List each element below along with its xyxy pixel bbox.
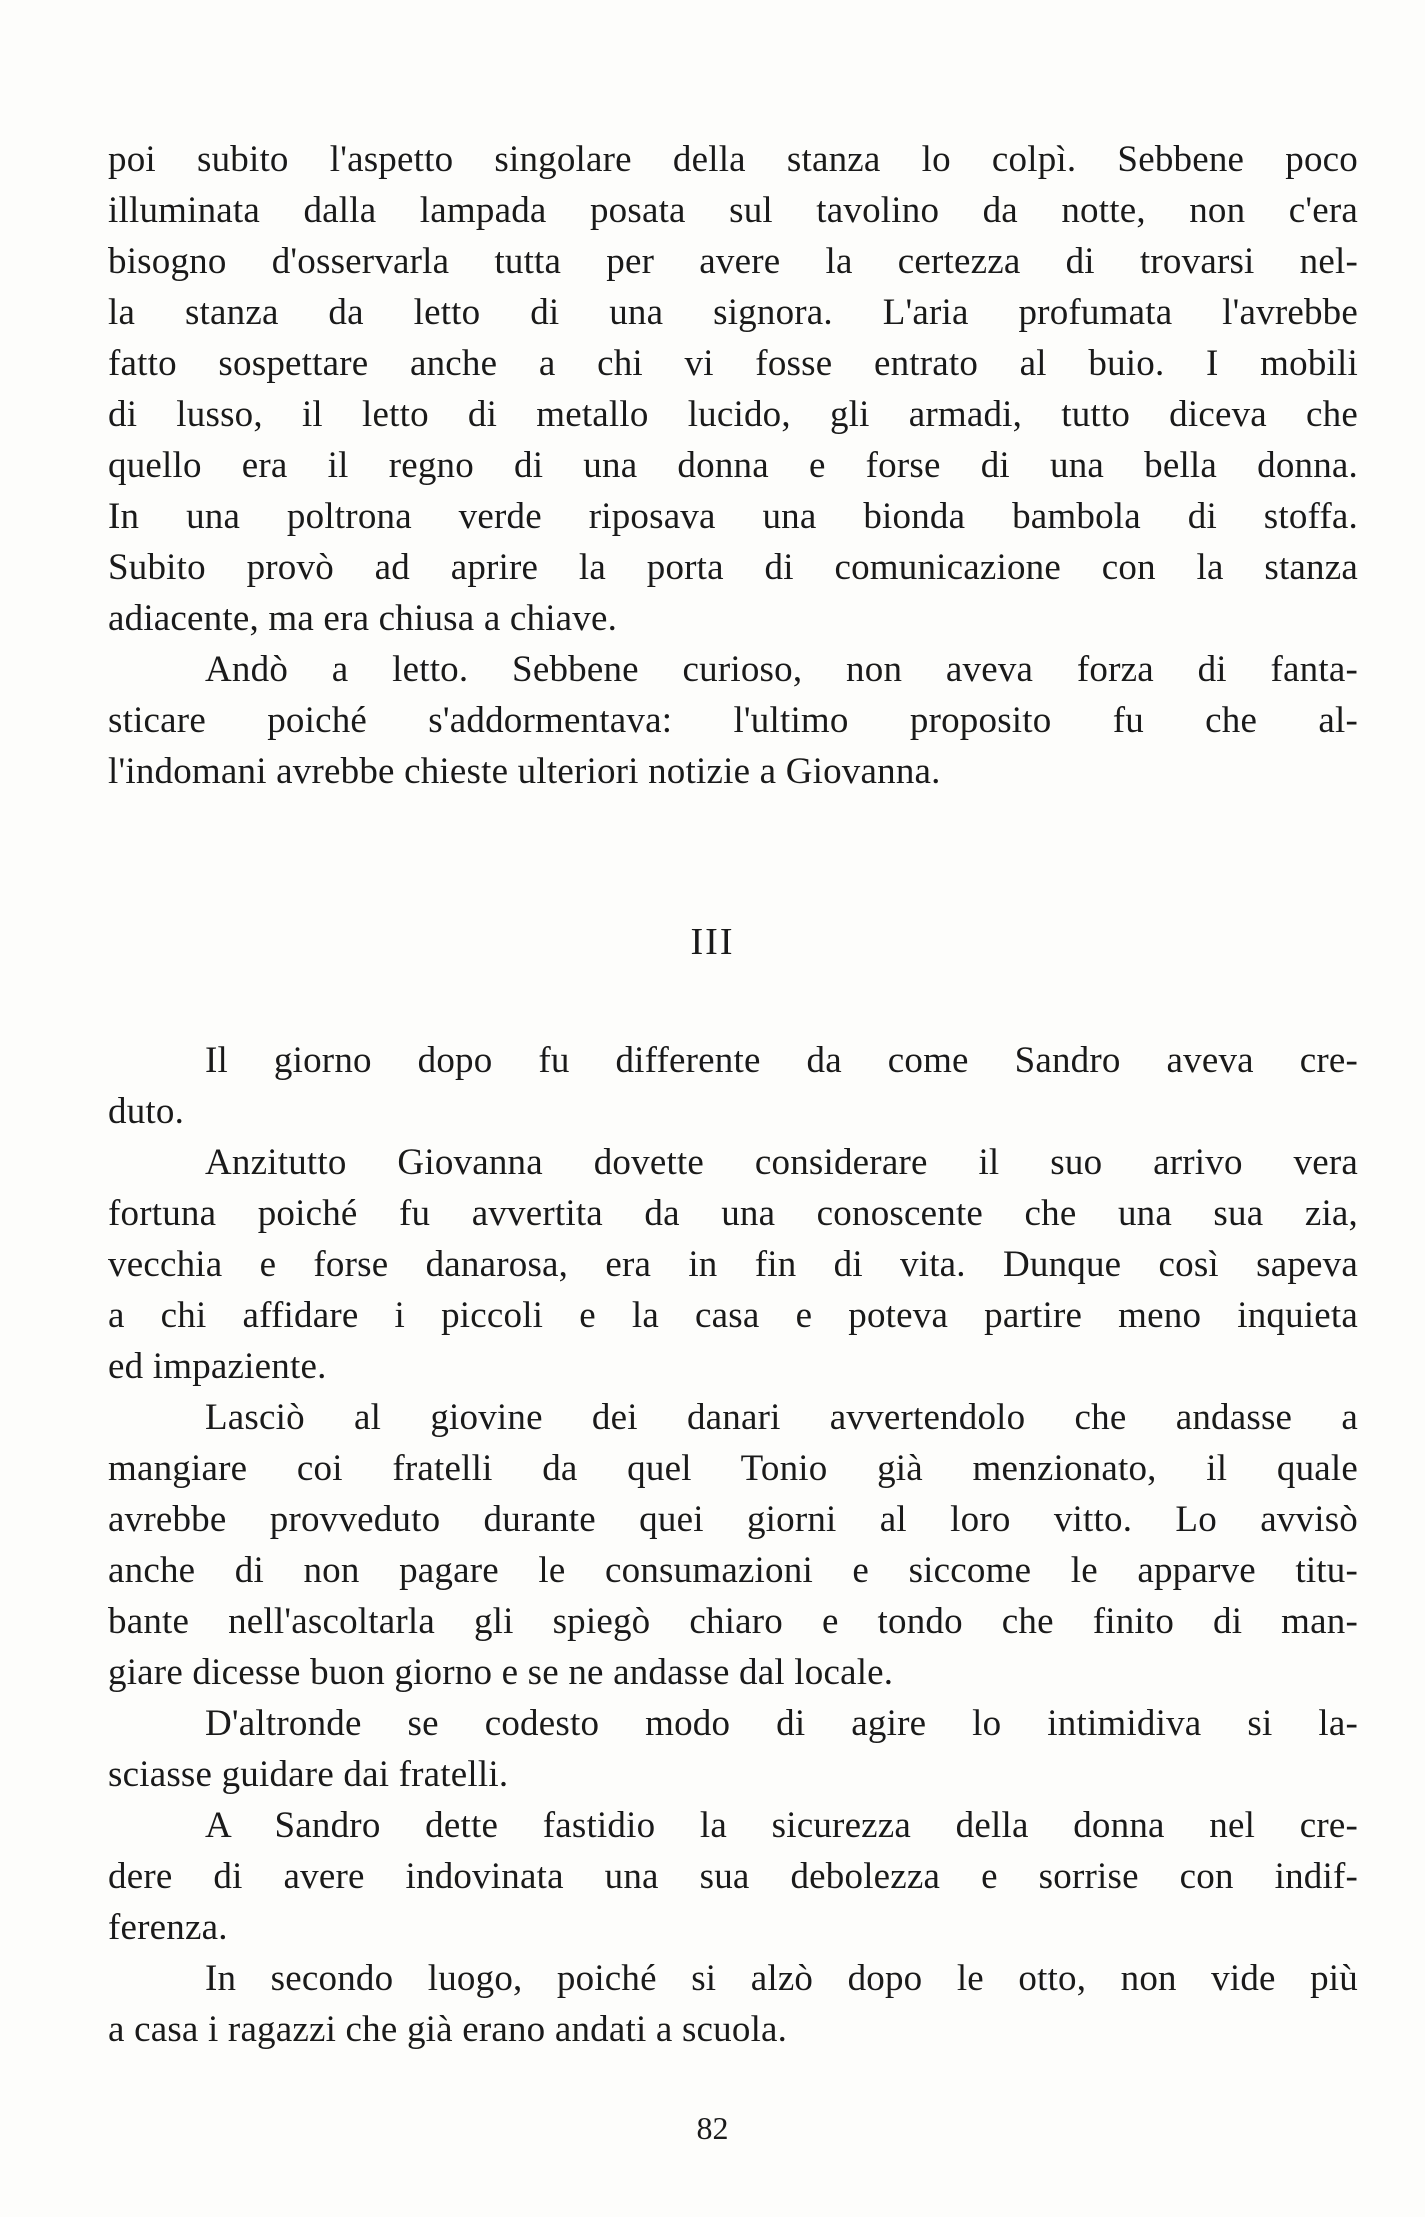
text-line: anche di non pagare le consumazioni e siccome le apparve titu- <box>108 1550 1358 1591</box>
text-line: In una poltrona verde riposava una bionda bambola di stoffa. <box>108 496 1358 537</box>
text-line: fatto sospettare anche a chi vi fosse entrato al buio. I mobili <box>108 343 1358 384</box>
text-line: giare dicesse buon giorno e se ne andasse dal locale. <box>108 1652 894 1693</box>
text-line: Andò a letto. Sebbene curioso, non aveva forza di fanta- <box>205 649 1358 690</box>
text-line: vecchia e forse danarosa, era in fin di vita. Dunque così sapeva <box>108 1244 1358 1285</box>
text-line: avrebbe provveduto durante quei giorni al loro vitto. Lo avvisò <box>108 1499 1358 1540</box>
section-two-text <box>108 1035 1358 2055</box>
text-line: fortuna poiché fu avvertita da una conoscente che una sua zia, <box>108 1193 1358 1234</box>
text-line: illuminata dalla lampada posata sul tavolino da notte, non c'era <box>108 190 1358 231</box>
text-line: adiacente, ma era chiusa a chiave. <box>108 598 618 639</box>
text-line: dere di avere indovinata una sua debolezza e sorrise con indif- <box>108 1856 1358 1897</box>
page-number: 82 <box>696 2110 729 2146</box>
text-line: In secondo luogo, poiché si alzò dopo le otto, non vide più <box>205 1958 1358 1999</box>
text-line: duto. <box>108 1091 185 1132</box>
text-line: A Sandro dette fastidio la sicurezza della donna nel cre- <box>205 1805 1358 1846</box>
text-line: sciasse guidare dai fratelli. <box>108 1754 509 1795</box>
text-line: ed impaziente. <box>108 1346 327 1387</box>
text-line: ferenza. <box>108 1907 228 1948</box>
text-line: Lasciò al giovine dei danari avvertendolo che andasse a <box>205 1397 1358 1438</box>
text-line: a casa i ragazzi che già erano andati a scuola. <box>108 2009 788 2050</box>
chapter-heading: III <box>690 921 735 963</box>
text-line: Il giorno dopo fu differente da come Sandro aveva cre- <box>205 1040 1358 1081</box>
text-line: quello era il regno di una donna e forse di una bella donna. <box>108 445 1358 486</box>
text-line: la stanza da letto di una signora. L'aria profumata l'avrebbe <box>108 292 1358 333</box>
text-line: Subito provò ad aprire la porta di comunicazione con la stanza <box>108 547 1358 588</box>
text-line: sticare poiché s'addormentava: l'ultimo proposito fu che al- <box>108 700 1358 741</box>
text-line: bisogno d'osservarla tutta per avere la certezza di trovarsi nel- <box>108 241 1358 282</box>
text-line: mangiare coi fratelli da quel Tonio già menzionato, il quale <box>108 1448 1358 1489</box>
text-line: a chi affidare i piccoli e la casa e poteva partire meno inquieta <box>108 1295 1358 1336</box>
text-line: Anzitutto Giovanna dovette considerare il suo arrivo vera <box>205 1142 1358 1183</box>
text-line: poi subito l'aspetto singolare della stanza lo colpì. Sebbene poco <box>108 139 1358 180</box>
text-line: di lusso, il letto di metallo lucido, gli armadi, tutto diceva che <box>108 394 1358 435</box>
text-line: l'indomani avrebbe chieste ulteriori notizie a Giovanna. <box>108 751 941 792</box>
text-line: bante nell'ascoltarla gli spiegò chiaro e tondo che finito di man- <box>108 1601 1358 1642</box>
text-line: D'altronde se codesto modo di agire lo intimidiva si la- <box>205 1703 1358 1744</box>
section-one-text <box>108 134 1358 797</box>
